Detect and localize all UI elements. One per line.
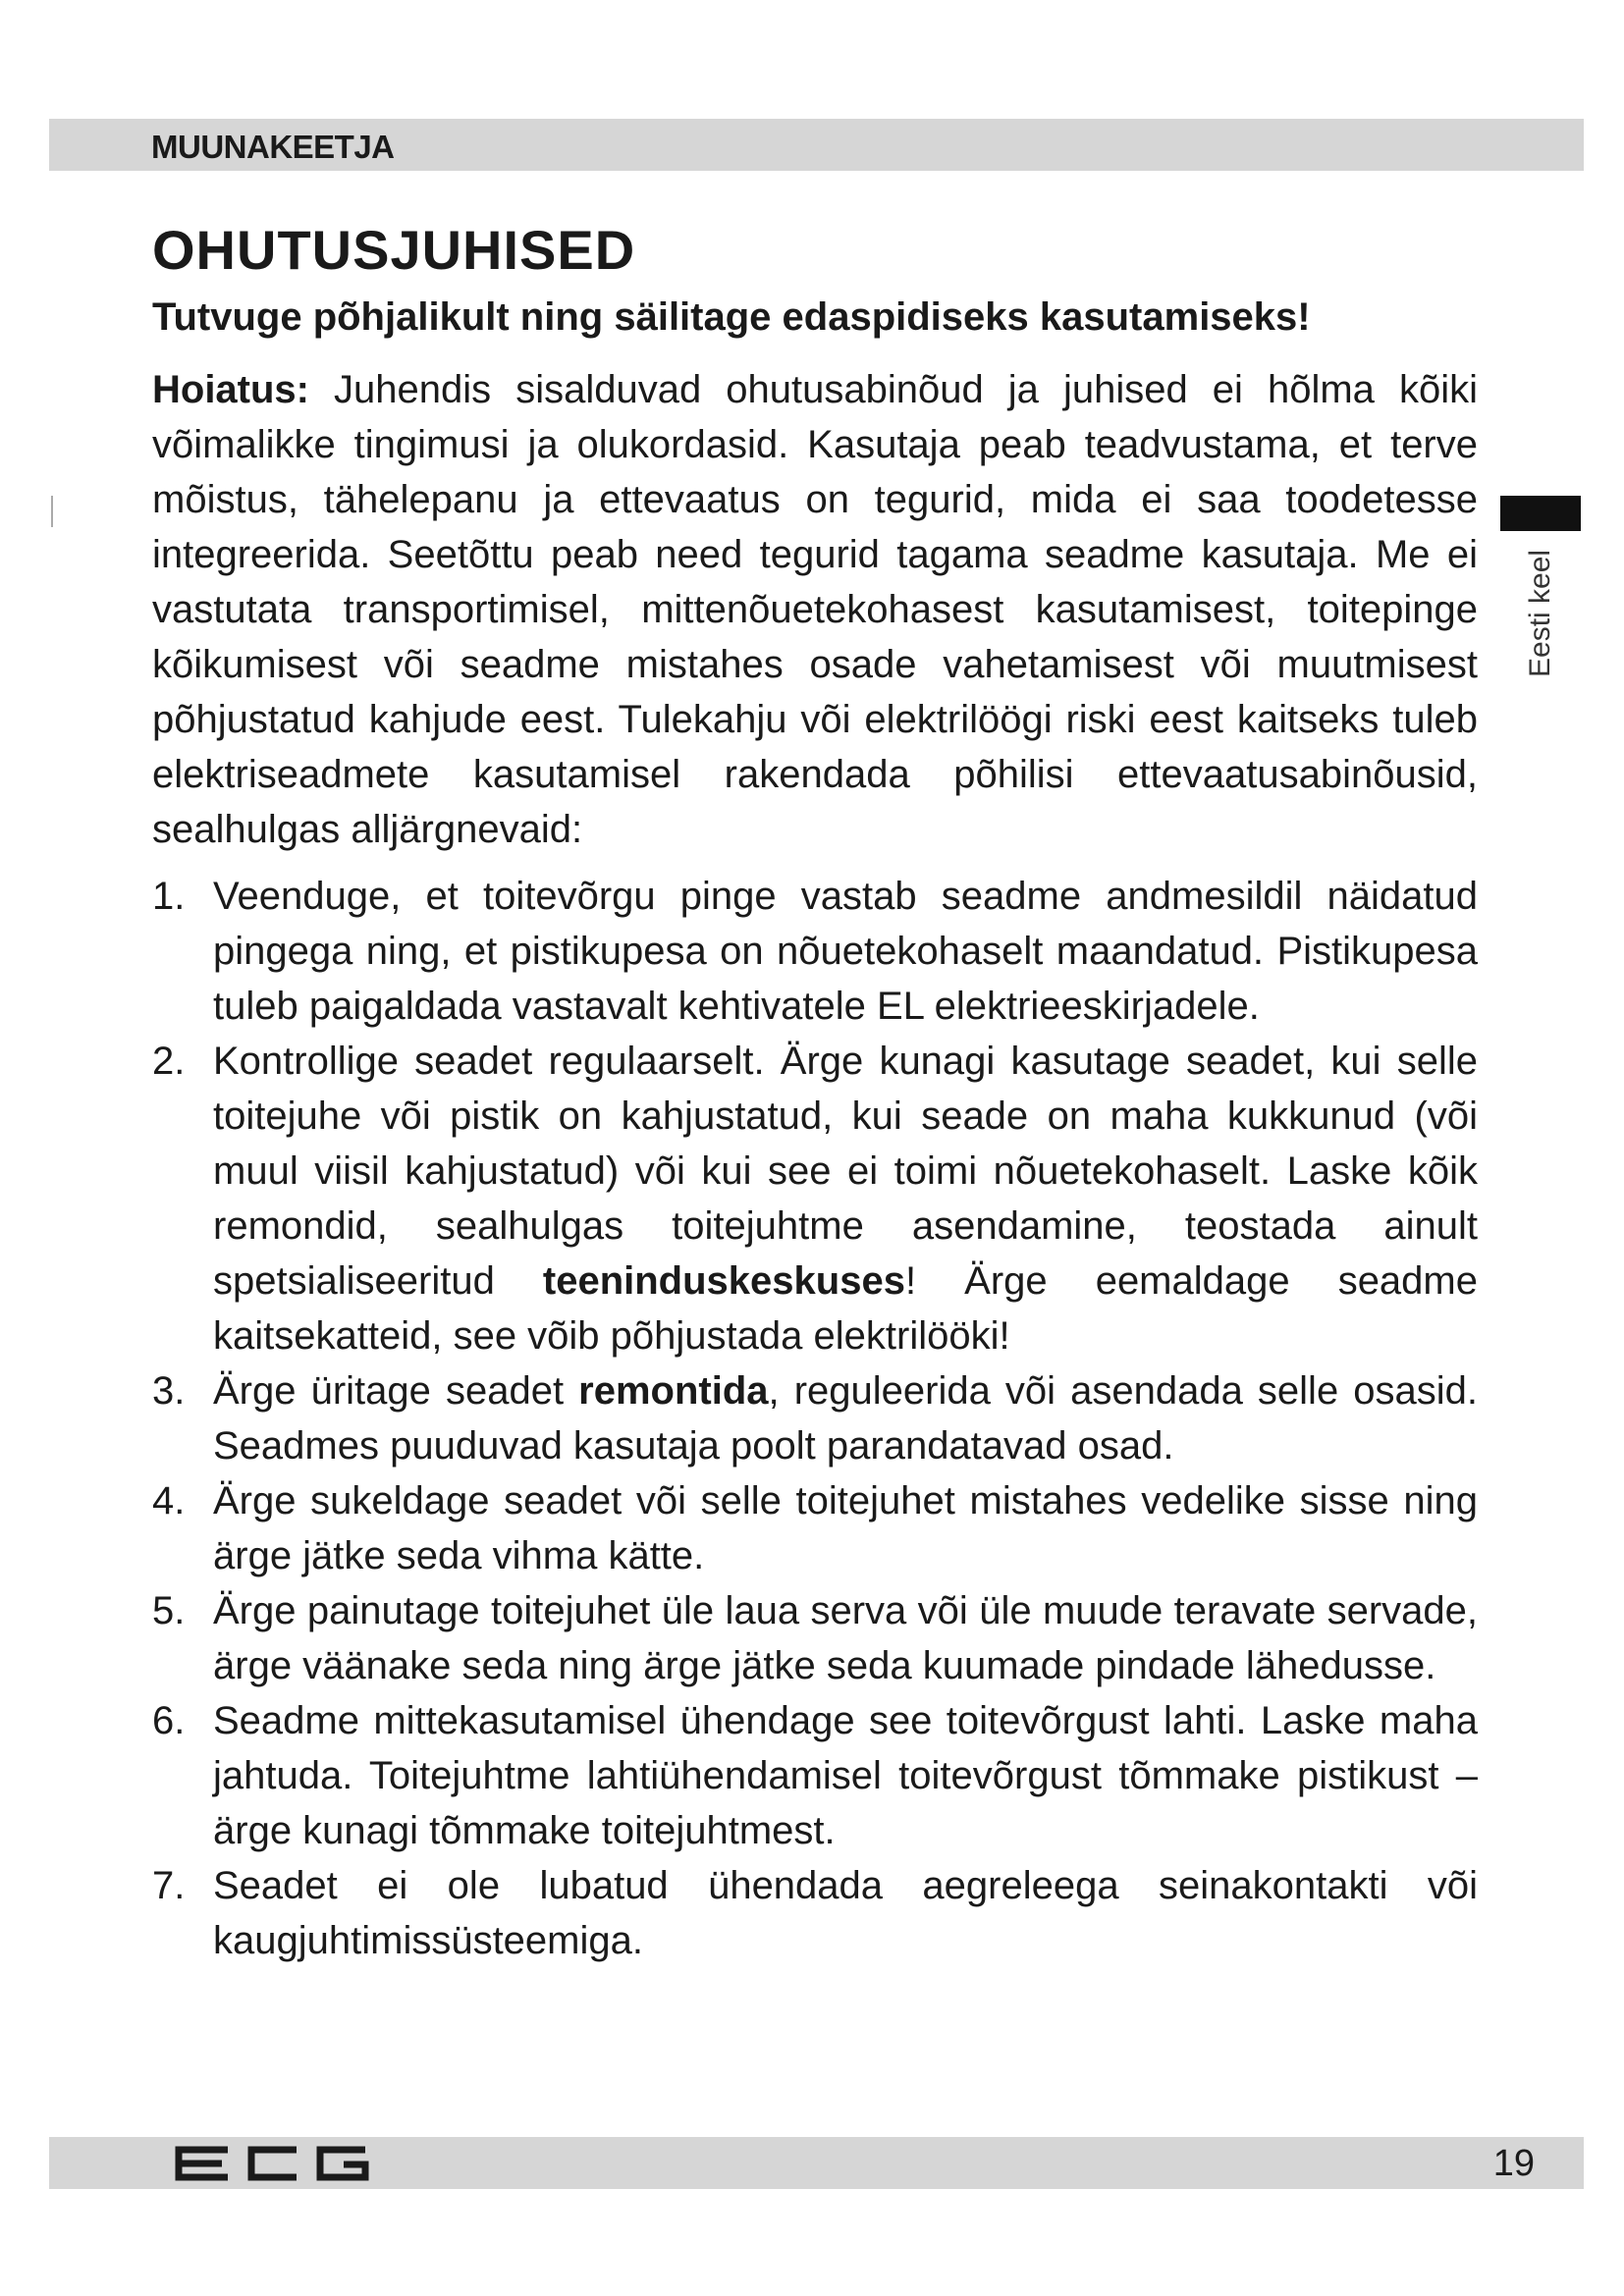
item-number: 6. (152, 1699, 186, 1742)
item-number: 5. (152, 1589, 186, 1632)
list-item (152, 869, 1478, 1034)
language-tab-label: Eesti keel (1524, 549, 1556, 677)
item-emphasis: remontida (578, 1369, 769, 1413)
list-item (152, 1473, 1478, 1583)
item-text-end: ! Ärge eemaldage seadme kaitsekatteid, see võib põhjustada elektrilööki! (213, 1259, 1478, 1358)
list-item (152, 1583, 1478, 1693)
list-item (152, 1858, 1478, 1968)
ecg-logo (171, 2145, 377, 2182)
item-text: Seadet ei ole lubatud ühendada aegreleega seinakontakti või kaugjuhtimissüsteemiga. (213, 1864, 1478, 1962)
item-text: Ärge painutage toitejuhet üle laua serva või üle muude teravate servade, ärge väänake seda ning ärge jätke seda kuumade pindade lähedusse. (213, 1589, 1478, 1687)
item-number: 4. (152, 1479, 186, 1522)
main-content (152, 211, 1478, 1968)
page-title: OHUTUSJUHISED (152, 219, 636, 281)
item-text-end: , reguleerida või asendada selle osasid. Seadmes puuduvad kasutaja poolt parandatavad osad. (213, 1369, 1478, 1468)
item-number: 2. (152, 1040, 186, 1083)
item-text: Ärge sukeldage seadet või selle toitejuhet mistahes vedelike sisse ning ärge jätke seda vihma kätte. (213, 1479, 1478, 1577)
warning-text: Juhendis sisalduvad ohutusabinõud ja juhised ei hõlma kõiki võimalikke tingimusi ja olukordasid. Kasutaja peab teadvustama, et terve mõistus, tähelepanu ja ettevaatus on tegurid, mida ei saa toodetesse integreerida. Seetõttu peab need tegurid tagama seadme kasutaja. Me ei vastutata transportimisel, mittenõuetekohasest kasutamisest, toitepinge kõikumisest või seadme mistahes osade vahetamisest või muutmisest põhjustatud kahjude eest. Tulekahju või elektrilöögi riski eest kaitseks tuleb elektriseadmete kasutamisel rakendada põhilisi ettevaatusabinõusid, sealhulgas alljärgnevaid: (152, 368, 1478, 851)
warning-paragraph (152, 362, 1478, 857)
item-emphasis: teeninduskeskuses (542, 1259, 905, 1303)
item-text: Veenduge, et toitevõrgu pinge vastab seadme andmesildil näidatud pingega ning, et pistikupesa on nõuetekohaselt maandatud. Pistikupesa tuleb paigaldada vastavalt kehtivatele EL elektrieeskirjadele. (213, 875, 1478, 1028)
safety-list (152, 869, 1478, 1968)
item-number: 1. (152, 875, 186, 918)
subtitle: Tutvuge põhjalikult ning säilitage edaspidiseks kasutamiseks! (152, 295, 1311, 339)
item-text: Seadme mittekasutamisel ühendage see toitevõrgust lahti. Laske maha jahtuda. Toitejuhtme lahtiühendamisel toitevõrgust tõmmake pistikust – ärge kunagi tõmmake toitejuhtmest. (213, 1699, 1478, 1852)
language-tab-marker (1500, 496, 1581, 531)
header-bar (49, 119, 1584, 171)
item-text: Ärge üritage seadet (213, 1369, 579, 1413)
item-number: 7. (152, 1864, 186, 1907)
page-number: 19 (1492, 2143, 1535, 2184)
footer-bar (49, 2137, 1584, 2189)
margin-mark (51, 496, 53, 527)
list-item (152, 1693, 1478, 1858)
list-item (152, 1363, 1478, 1473)
section-label: MUUNAKEETJA (151, 129, 395, 165)
warning-label: Hoiatus: (152, 368, 309, 411)
item-number: 3. (152, 1369, 186, 1413)
list-item (152, 1034, 1478, 1363)
item-text: Kontrollige seadet regulaarselt. Ärge kunagi kasutage seadet, kui selle toitejuhe või pistik on kahjustatud, kui seade on maha kukkunud (või muul viisil kahjustatud) või kui see ei toimi nõuetekohaselt. Laske kõik remondid, sealhulgas toitejuhtme asendamine, teostada ainult spetsialiseeritud (213, 1040, 1478, 1303)
